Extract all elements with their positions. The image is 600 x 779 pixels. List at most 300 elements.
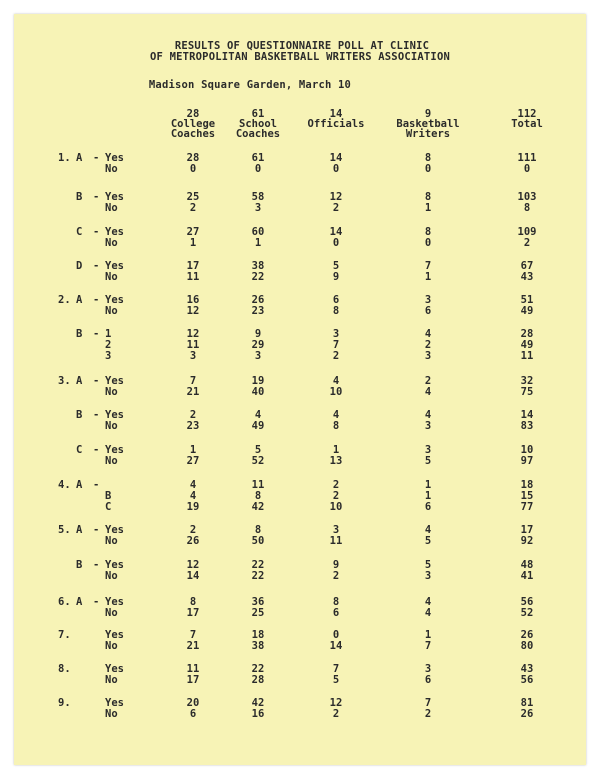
cell-value: 5: [424, 535, 432, 547]
table-cell: [233, 630, 283, 652]
answer-option: Yes: [105, 524, 124, 536]
question-label: [48, 664, 128, 688]
cell-value: 5: [254, 444, 262, 456]
table-cell: [311, 560, 361, 582]
cell-value: 4: [424, 524, 432, 536]
cell-value: 97: [520, 455, 534, 467]
table-cell: [502, 227, 552, 249]
cell-value: 26: [251, 294, 265, 306]
cell-value: 56: [520, 596, 534, 608]
answer-option: No: [105, 708, 118, 720]
title-line-1: RESULTS OF QUESTIONNAIRE POLL AT CLINIC: [174, 40, 430, 52]
cell-value: 9: [332, 559, 340, 571]
cell-value: 2: [332, 570, 340, 582]
answer-option: Yes: [105, 294, 124, 306]
answer-option: No: [105, 271, 118, 283]
cell-value: 25: [186, 191, 200, 203]
cell-value: 22: [251, 663, 265, 675]
cell-value: 67: [520, 260, 534, 272]
label-dash: -: [93, 294, 100, 306]
cell-value: 2: [189, 409, 197, 421]
table-cell: [233, 227, 283, 249]
table-cell: [168, 410, 218, 432]
table-cell: [311, 227, 361, 249]
cell-value: 15: [520, 490, 534, 502]
cell-value: 1: [424, 479, 432, 491]
cell-value: 8: [424, 152, 432, 164]
column-header-line: Officials: [307, 118, 365, 130]
cell-value: 11: [520, 350, 534, 362]
table-cell: [502, 560, 552, 582]
cell-value: 81: [520, 697, 534, 709]
answer-option: No: [105, 607, 118, 619]
table-cell: [233, 525, 283, 547]
cell-value: 1: [424, 271, 432, 283]
cell-value: 29: [251, 339, 265, 351]
table-cell: [403, 227, 453, 249]
cell-value: 22: [251, 271, 265, 283]
table-cell: [311, 597, 361, 619]
question-number: 4.: [58, 479, 71, 491]
table-cell: [311, 664, 361, 686]
cell-value: 28: [251, 674, 265, 686]
cell-value: 61: [251, 152, 265, 164]
cell-value: 3: [332, 524, 340, 536]
cell-value: 19: [186, 501, 200, 513]
cell-value: 11: [251, 479, 265, 491]
question-part: B: [76, 409, 83, 421]
table-cell: [502, 698, 552, 720]
question-label: [48, 445, 128, 469]
table-cell: [502, 480, 552, 513]
cell-value: 36: [251, 596, 265, 608]
cell-value: 8: [332, 420, 340, 432]
cell-value: 4: [254, 409, 262, 421]
cell-value: 27: [186, 226, 200, 238]
cell-value: 12: [186, 305, 200, 317]
column-header-line: 28: [186, 108, 200, 120]
cell-value: 8: [332, 305, 340, 317]
cell-value: 49: [520, 339, 534, 351]
label-dash: -: [93, 409, 100, 421]
answer-option: Yes: [105, 409, 124, 421]
cell-value: 2: [332, 490, 340, 502]
cell-value: 52: [520, 607, 534, 619]
cell-value: 17: [520, 524, 534, 536]
table-cell: [168, 261, 218, 283]
cell-value: 2: [189, 524, 197, 536]
answer-option: No: [105, 305, 118, 317]
table-cell: [168, 664, 218, 686]
table-cell: [403, 153, 453, 175]
answer-option: 3: [105, 350, 112, 362]
cell-value: 23: [186, 420, 200, 432]
cell-value: 22: [251, 570, 265, 582]
table-cell: [311, 192, 361, 214]
cell-value: 1: [424, 629, 432, 641]
question-part: A: [76, 479, 83, 491]
table-cell: [502, 597, 552, 619]
cell-value: 3: [189, 350, 197, 362]
table-cell: [502, 630, 552, 652]
cell-value: 14: [329, 640, 343, 652]
question-number: 6.: [58, 596, 71, 608]
cell-value: 2: [332, 479, 340, 491]
cell-value: 11: [186, 663, 200, 675]
cell-value: 51: [520, 294, 534, 306]
cell-value: 50: [251, 535, 265, 547]
column-header: [383, 109, 473, 139]
cell-value: 0: [424, 163, 432, 175]
cell-value: 12: [329, 697, 343, 709]
table-cell: [168, 153, 218, 175]
column-header: [497, 109, 557, 129]
question-label: [48, 153, 128, 177]
cell-value: 5: [332, 260, 340, 272]
answer-option: Yes: [105, 697, 124, 709]
cell-value: 8: [332, 596, 340, 608]
column-header-line: 9: [424, 108, 432, 120]
cell-value: 26: [186, 535, 200, 547]
table-cell: [502, 445, 552, 467]
table-cell: [311, 445, 361, 467]
cell-value: 1: [332, 444, 340, 456]
column-header-line: 112: [517, 108, 537, 120]
answer-option: No: [105, 386, 118, 398]
cell-value: 21: [186, 640, 200, 652]
answer-option: No: [105, 420, 118, 432]
answer-option: No: [105, 455, 118, 467]
table-cell: [311, 698, 361, 720]
table-cell: [403, 376, 453, 398]
cell-value: 92: [520, 535, 534, 547]
cell-value: 8: [189, 596, 197, 608]
table-cell: [233, 376, 283, 398]
table-cell: [502, 295, 552, 317]
cell-value: 3: [254, 350, 262, 362]
answer-option: No: [105, 640, 118, 652]
subtitle: Madison Square Garden, March 10: [148, 79, 352, 91]
table-cell: [168, 329, 218, 362]
cell-value: 16: [186, 294, 200, 306]
cell-value: 7: [332, 339, 340, 351]
table-cell: [233, 192, 283, 214]
table-cell: [502, 664, 552, 686]
answer-option: Yes: [105, 596, 124, 608]
cell-value: 4: [424, 386, 432, 398]
cell-value: 8: [424, 191, 432, 203]
cell-value: 9: [332, 271, 340, 283]
table-cell: [311, 261, 361, 283]
column-header-line: 14: [329, 108, 343, 120]
table-cell: [403, 329, 453, 362]
table-cell: [168, 630, 218, 652]
answer-option: No: [105, 163, 118, 175]
cell-value: 3: [332, 328, 340, 340]
cell-value: 5: [424, 559, 432, 571]
cell-value: 41: [520, 570, 534, 582]
title-line-2: OF METROPOLITAN BASKETBALL WRITERS ASSOCIATION: [150, 51, 450, 63]
cell-value: 14: [329, 226, 343, 238]
cell-value: 19: [251, 375, 265, 387]
table-cell: [311, 295, 361, 317]
question-label: [48, 261, 128, 285]
cell-value: 11: [186, 271, 200, 283]
cell-value: 1: [254, 237, 262, 249]
table-cell: [168, 295, 218, 317]
table-cell: [233, 410, 283, 432]
question-label: [48, 328, 128, 362]
cell-value: 18: [520, 479, 534, 491]
cell-value: 1: [189, 237, 197, 249]
cell-value: 28: [186, 152, 200, 164]
answer-option: No: [105, 570, 118, 582]
cell-value: 38: [251, 640, 265, 652]
column-header-line: Basketball: [396, 118, 460, 130]
answer-option: Yes: [105, 559, 124, 571]
cell-value: 8: [254, 490, 262, 502]
question-part: A: [76, 152, 83, 164]
table-cell: [233, 597, 283, 619]
cell-value: 1: [424, 202, 432, 214]
question-label: [48, 698, 128, 722]
cell-value: 48: [520, 559, 534, 571]
question-number: 7.: [58, 629, 71, 641]
cell-value: 109: [517, 226, 537, 238]
cell-value: 58: [251, 191, 265, 203]
answer-option: C: [105, 501, 112, 513]
cell-value: 3: [424, 350, 432, 362]
table-cell: [168, 376, 218, 398]
cell-value: 2: [523, 237, 531, 249]
table-cell: [502, 192, 552, 214]
label-dash: -: [93, 524, 100, 536]
table-cell: [233, 480, 283, 513]
cell-value: 77: [520, 501, 534, 513]
cell-value: 4: [189, 490, 197, 502]
cell-value: 12: [329, 191, 343, 203]
question-label: [48, 597, 128, 621]
column-header-line: Writers: [405, 128, 451, 140]
question-part: D: [76, 260, 83, 272]
answer-option: Yes: [105, 260, 124, 272]
cell-value: 7: [424, 260, 432, 272]
cell-value: 83: [520, 420, 534, 432]
column-header-line: Total: [511, 118, 543, 130]
cell-value: 10: [329, 501, 343, 513]
cell-value: 10: [520, 444, 534, 456]
cell-value: 2: [424, 339, 432, 351]
cell-value: 6: [424, 674, 432, 686]
table-cell: [311, 630, 361, 652]
cell-value: 49: [251, 420, 265, 432]
question-part: A: [76, 294, 83, 306]
cell-value: 75: [520, 386, 534, 398]
answer-option: No: [105, 674, 118, 686]
cell-value: 5: [332, 674, 340, 686]
question-number: 9.: [58, 697, 71, 709]
question-label: [48, 410, 128, 434]
cell-value: 38: [251, 260, 265, 272]
table-cell: [403, 410, 453, 432]
table-cell: [233, 261, 283, 283]
cell-value: 14: [329, 152, 343, 164]
table-cell: [403, 261, 453, 283]
table-cell: [403, 560, 453, 582]
cell-value: 0: [332, 237, 340, 249]
cell-value: 2: [424, 375, 432, 387]
question-label: [48, 479, 128, 513]
table-cell: [233, 698, 283, 720]
cell-value: 17: [186, 260, 200, 272]
answer-option: No: [105, 237, 118, 249]
label-dash: -: [93, 226, 100, 238]
table-cell: [168, 480, 218, 513]
cell-value: 22: [251, 559, 265, 571]
cell-value: 2: [332, 350, 340, 362]
table-cell: [168, 192, 218, 214]
table-cell: [311, 480, 361, 513]
label-dash: -: [93, 559, 100, 571]
table-cell: [502, 376, 552, 398]
table-cell: [311, 153, 361, 175]
table-cell: [168, 227, 218, 249]
answer-option: Yes: [105, 152, 124, 164]
table-cell: [403, 445, 453, 467]
table-cell: [311, 525, 361, 547]
column-header: [223, 109, 293, 139]
table-cell: [403, 480, 453, 513]
table-cell: [403, 698, 453, 720]
cell-value: 14: [186, 570, 200, 582]
table-cell: [403, 525, 453, 547]
answer-option: Yes: [105, 629, 124, 641]
question-number: 3.: [58, 375, 71, 387]
cell-value: 21: [186, 386, 200, 398]
cell-value: 0: [523, 163, 531, 175]
question-label: [48, 192, 128, 216]
cell-value: 3: [424, 294, 432, 306]
cell-value: 12: [186, 328, 200, 340]
cell-value: 7: [424, 640, 432, 652]
question-part: B: [76, 559, 83, 571]
cell-value: 11: [186, 339, 200, 351]
table-cell: [502, 261, 552, 283]
answer-option: Yes: [105, 191, 124, 203]
cell-value: 2: [189, 202, 197, 214]
answer-option: Yes: [105, 226, 124, 238]
label-dash: -: [93, 375, 100, 387]
cell-value: 43: [520, 663, 534, 675]
cell-value: 6: [424, 305, 432, 317]
question-label: [48, 525, 128, 549]
question-number: 8.: [58, 663, 71, 675]
cell-value: 4: [189, 479, 197, 491]
cell-value: 0: [332, 629, 340, 641]
answer-option: B: [105, 490, 112, 502]
answer-option: Yes: [105, 444, 124, 456]
question-number: 2.: [58, 294, 71, 306]
cell-value: 8: [254, 524, 262, 536]
answer-option: Yes: [105, 663, 124, 675]
cell-value: 80: [520, 640, 534, 652]
table-cell: [502, 525, 552, 547]
label-dash: -: [93, 479, 100, 491]
table-cell: [311, 329, 361, 362]
label-dash: -: [93, 152, 100, 164]
cell-value: 25: [251, 607, 265, 619]
cell-value: 8: [424, 226, 432, 238]
table-cell: [168, 597, 218, 619]
label-dash: -: [93, 260, 100, 272]
cell-value: 111: [517, 152, 537, 164]
answer-option: 1: [105, 328, 112, 340]
table-cell: [403, 630, 453, 652]
cell-value: 28: [520, 328, 534, 340]
cell-value: 42: [251, 697, 265, 709]
table-cell: [502, 329, 552, 362]
cell-value: 14: [520, 409, 534, 421]
cell-value: 0: [254, 163, 262, 175]
table-cell: [168, 525, 218, 547]
cell-value: 23: [251, 305, 265, 317]
cell-value: 1: [189, 444, 197, 456]
cell-value: 5: [424, 455, 432, 467]
question-label: [48, 560, 128, 584]
cell-value: 4: [424, 409, 432, 421]
cell-value: 0: [424, 237, 432, 249]
label-dash: -: [93, 191, 100, 203]
label-dash: -: [93, 328, 100, 340]
answer-option: No: [105, 202, 118, 214]
table-cell: [233, 329, 283, 362]
cell-value: 27: [186, 455, 200, 467]
table-cell: [168, 445, 218, 467]
question-label: [48, 376, 128, 400]
cell-value: 7: [189, 375, 197, 387]
cell-value: 7: [424, 697, 432, 709]
question-part: B: [76, 328, 83, 340]
question-part: A: [76, 596, 83, 608]
column-header-line: School: [239, 118, 277, 130]
cell-value: 56: [520, 674, 534, 686]
cell-value: 4: [424, 596, 432, 608]
cell-value: 13: [329, 455, 343, 467]
answer-option: 2: [105, 339, 112, 351]
cell-value: 42: [251, 501, 265, 513]
column-header-line: 61: [251, 108, 265, 120]
answer-option: Yes: [105, 375, 124, 387]
cell-value: 10: [329, 386, 343, 398]
cell-value: 43: [520, 271, 534, 283]
question-label: [48, 295, 128, 319]
cell-value: 3: [424, 444, 432, 456]
cell-value: 6: [189, 708, 197, 720]
column-header-line: Coaches: [235, 128, 281, 140]
cell-value: 49: [520, 305, 534, 317]
table-cell: [233, 445, 283, 467]
question-label: [48, 227, 128, 251]
question-number: 1.: [58, 152, 71, 164]
table-cell: [403, 295, 453, 317]
cell-value: 16: [251, 708, 265, 720]
cell-value: 4: [424, 328, 432, 340]
table-cell: [233, 153, 283, 175]
table-cell: [233, 664, 283, 686]
cell-value: 11: [329, 535, 343, 547]
table-cell: [311, 376, 361, 398]
cell-value: 6: [332, 294, 340, 306]
